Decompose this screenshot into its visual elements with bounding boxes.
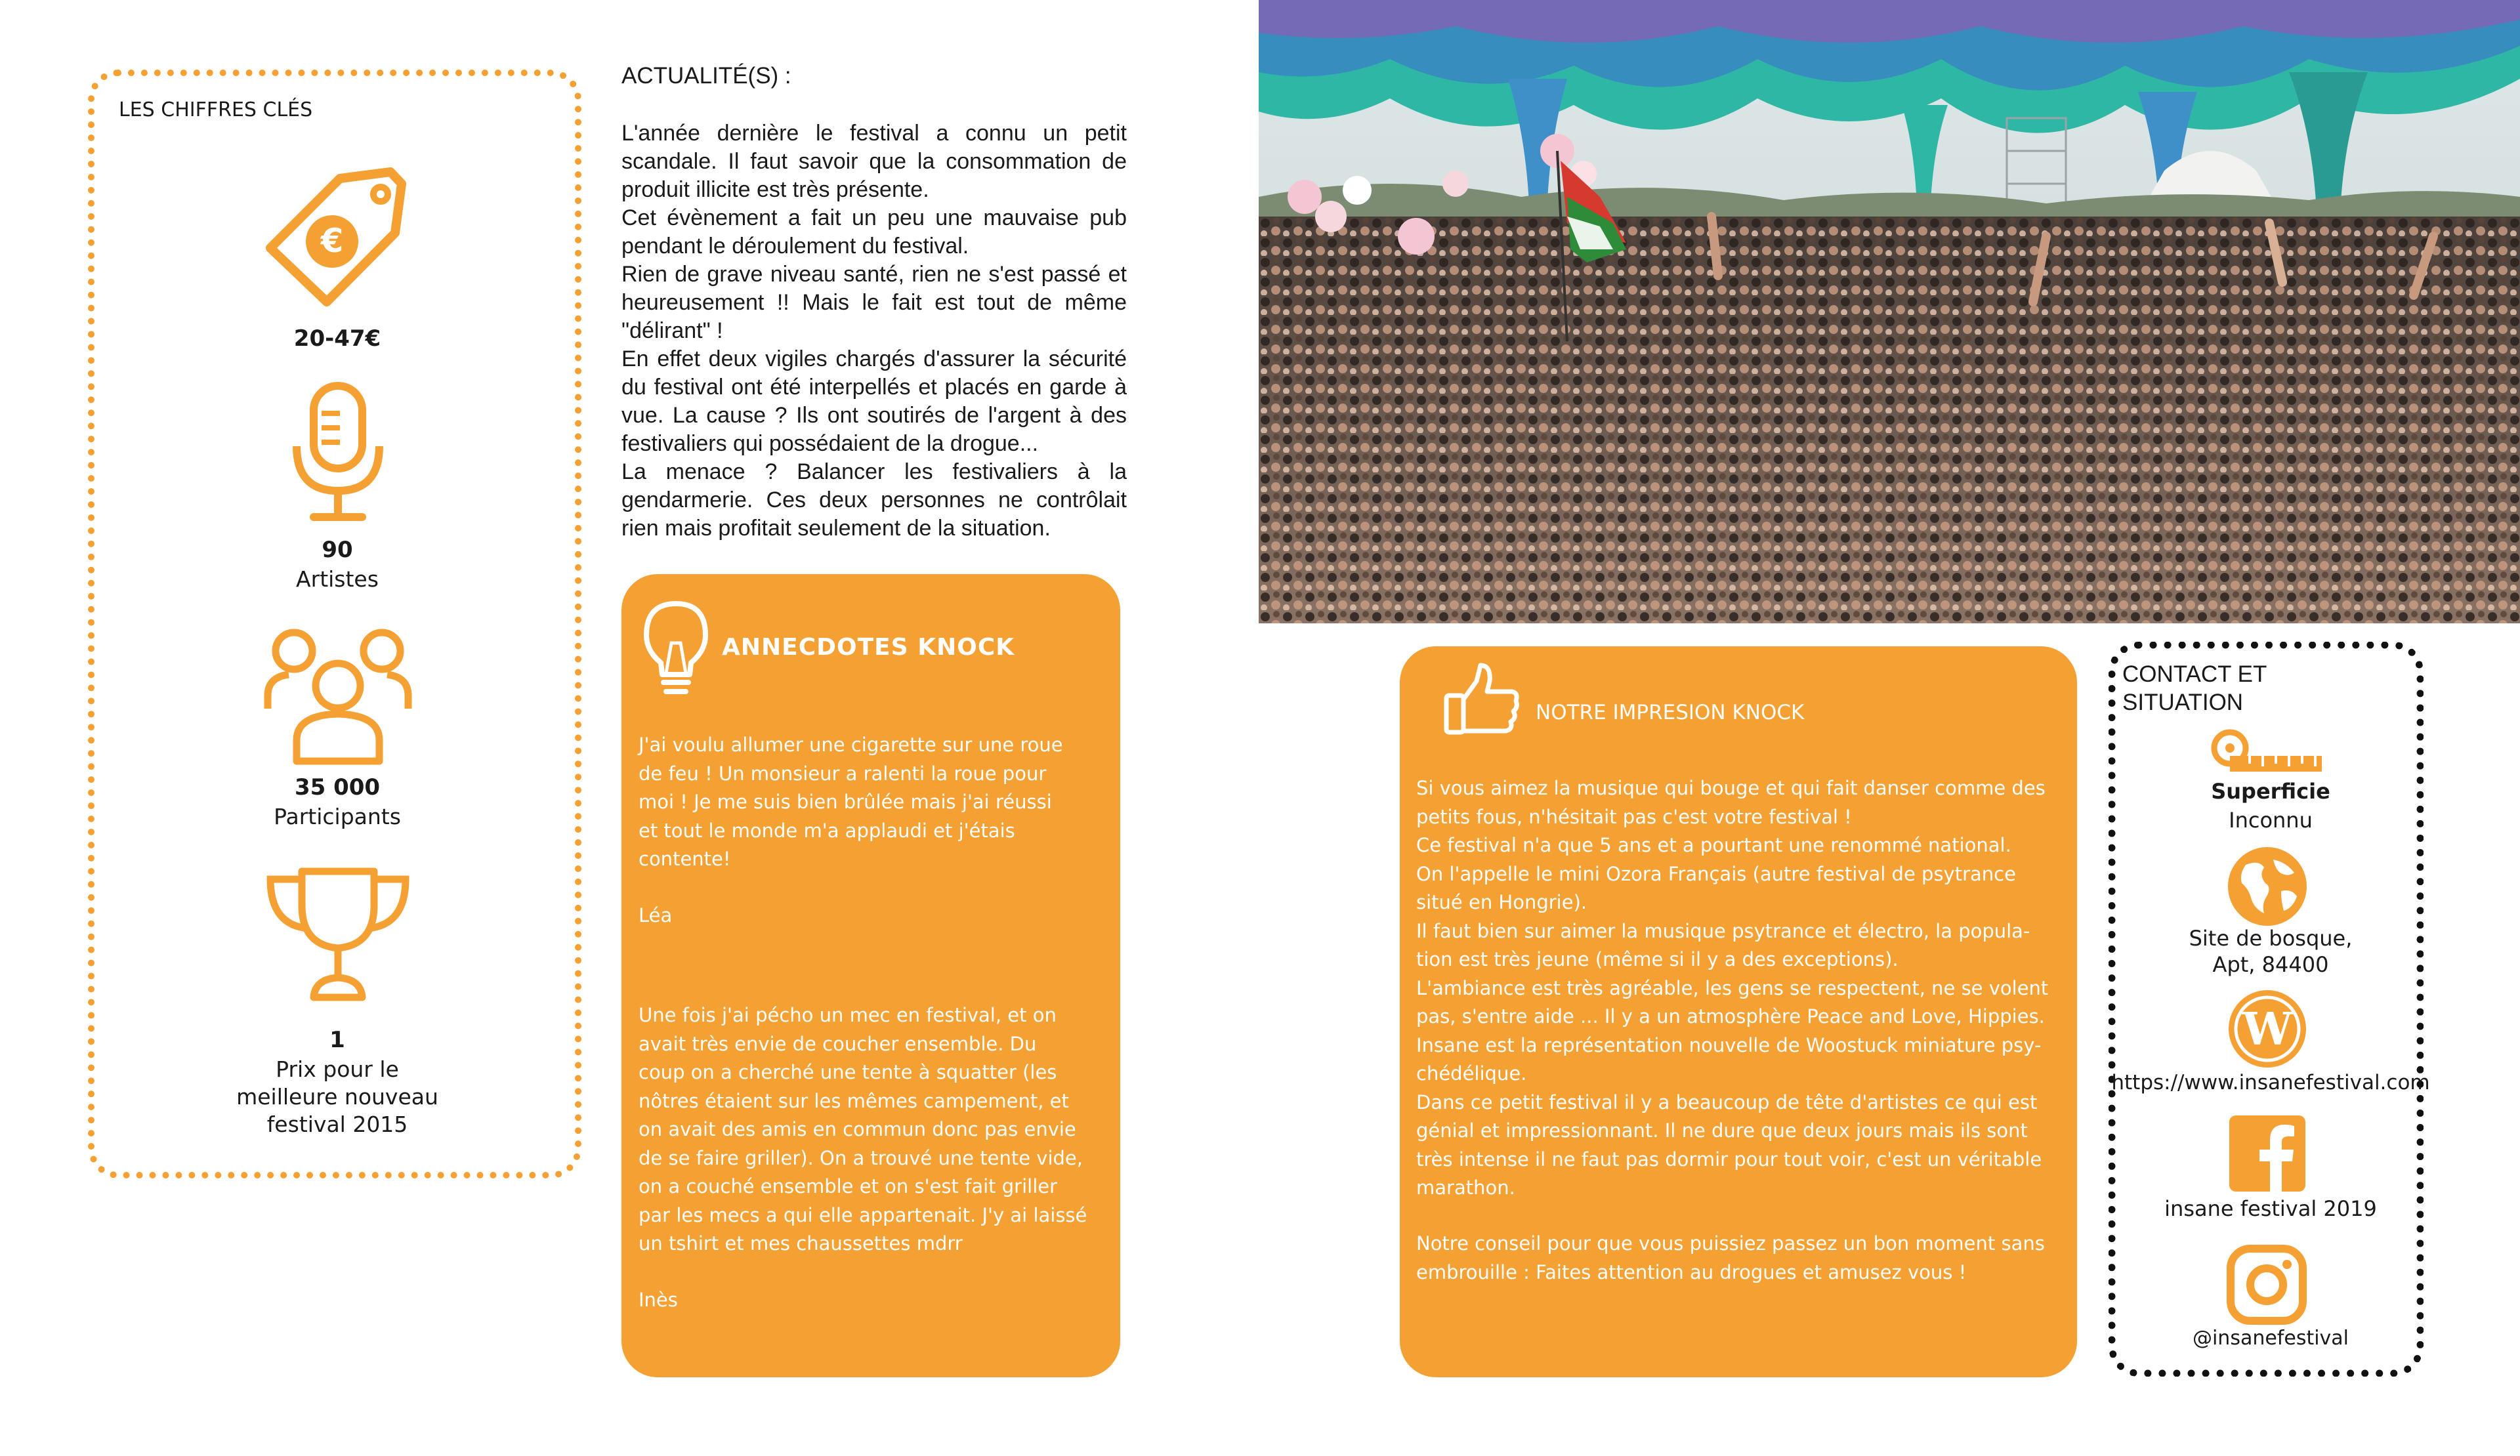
text-line: On l'appelle le mini Ozora Français (autre festival de psytrance [1416,862,2016,885]
contact-title-line: SITUATION [2122,690,2244,715]
globe-icon [2226,845,2309,928]
svg-text:W: W [2242,1003,2293,1056]
microphone-icon [289,381,387,525]
text-line: Dans ce petit festival il y a beaucoup de tête d'artistes ce qui est [1416,1091,2038,1113]
key-figures-title: LES CHIFFRES CLÉS [119,98,313,121]
text-line: Insane est la représentation nouvelle de Woostuck miniature psy- [1416,1033,2042,1056]
text-line: coup on a cherché une tente à squatter (les [639,1061,1057,1083]
anecdote-author-2: Inès [639,1289,678,1311]
area-value: Inconnu [2229,808,2313,833]
website-link[interactable]: https://www.insanefestival.com [2111,1071,2430,1094]
participants-value: 35 000 [294,774,381,801]
text-line: Une fois j'ai pécho un mec en festival, et on [639,1004,1057,1026]
text-line: par les mecs a qui elle appartenait. J'y ai laissé [639,1203,1087,1226]
text-line: situé en Hongrie). [1416,891,1587,913]
text-line: avait très envie de coucher ensemble. Du [639,1032,1037,1055]
text-line: un tshirt et mes chaussettes mdrr [639,1232,963,1255]
text-line: contente! [639,848,731,870]
text-line: moi ! Je me suis bien brûlée mais j'ai réussi [639,791,1052,813]
news-paragraph: Cet évènement a fait un peu une mauvaise pub pendant le déroulement du festival. [621,205,1127,259]
text-line: nôtres étaient sur les mêmes campement, et [639,1089,1069,1112]
contact-title-line: CONTACT ET [2122,661,2267,687]
contact-title [2122,660,2319,717]
instagram-handle[interactable]: @insanefestival [2192,1327,2349,1350]
news-paragraph: La menace ? Balancer les festivaliers à la gendarmerie. Ces deux personnes ne contrôlait rien mais profitait seulement de la situation. [621,459,1127,541]
text-line: chédélique. [1416,1062,1527,1085]
text-line: on a couché ensemble et on s'est fait griller [639,1175,1058,1197]
text-line: très intense il ne faut pas dormir pour tout voir, c'est un véritable [1416,1148,2042,1171]
facebook-handle[interactable]: insane festival 2019 [2164,1196,2377,1221]
text-line: petits fous, n'hésitait pas c'est votre festival ! [1416,805,1852,828]
instagram-icon [2227,1245,2307,1325]
text-line: on avait des amis en commun donc pas envie [639,1118,1076,1140]
participants-label: Participants [274,804,401,829]
text-line: de se faire griller). On a trouvé une tente vide, [639,1146,1083,1169]
anecdote-author-1: Léa [639,904,673,926]
text-line: et tout le monde m'a applaudi et j'étais [639,819,1015,842]
award-label-2: meilleure nouveau [236,1084,438,1110]
artists-value: 90 [322,537,353,563]
thumbs-up-icon [1442,661,1521,737]
text-line: Notre conseil pour que vous puissiez passez un bon moment sans [1416,1232,2045,1255]
award-value: 1 [329,1027,345,1053]
news-paragraph: L'année dernière le festival a connu un petit scandale. Il faut savoir que la consommation de produit illicite est très présente. [621,121,1127,202]
impression-title: NOTRE IMPRESION KNOCK [1536,701,1805,724]
svg-text:€: € [320,222,344,260]
impression-body [1416,774,2066,1203]
artists-label: Artistes [296,566,379,592]
award-label-1: Prix pour le [276,1056,399,1082]
text-line: Si vous aimez la musique qui bouge et qui fait danser comme des [1416,777,2046,799]
area-label: Superficie [2211,779,2330,804]
text-line: génial et impressionnant. Il ne dure que deux jours mais ils sont [1416,1119,2028,1142]
news-title: ACTUALITÉ(S) : [621,63,791,89]
lightbulb-icon [640,597,712,702]
text-line: de feu ! Un monsieur a ralenti la roue pour [639,762,1047,785]
anecdote-story-1 [639,731,1111,874]
festival-crowd-photo [1259,0,2520,623]
text-line: Ce festival n'a que 5 ans et a pourtant une renommé national. [1416,834,2011,856]
news-paragraph: Rien de grave niveau santé, rien ne s'est passé et heureusement !! Mais le fait est tout de même "délirant" ! [621,262,1127,343]
award-label-3: festival 2015 [266,1112,408,1137]
news-paragraph: En effet deux vigiles chargés d'assurer la sécurité du festival ont été interpellés et placés en garde à vue. La cause ? Ils ont soutirés de l'argent à des festivaliers qui possédaient de la drogue... [621,346,1127,456]
text-line: pas, s'entre aide ... Il y a un atmosphère Peace and Love, Hippies. [1416,1005,2045,1028]
price-tag-euro-icon [256,164,413,315]
text-line: marathon. [1416,1176,1515,1199]
anecdotes-title: ANNECDOTES KNOCK [722,634,1015,661]
wordpress-icon [2227,988,2308,1070]
people-icon [262,623,413,768]
anecdote-story-2 [639,1001,1111,1258]
impression-advice [1416,1230,2066,1287]
text-line: Il faut bien sur aimer la musique psytrance et électro, la popula- [1416,919,2030,942]
address-line: Site de bosque, [2189,926,2353,951]
trophy-icon [262,866,413,1004]
tape-measure-icon [2210,728,2326,774]
text-line: tion est très jeune (même si il y a des exceptions). [1416,948,1899,970]
news-body [621,119,1127,543]
text-line: L'ambiance est très agréable, les gens se respectent, ne se volent [1416,976,2049,999]
address [2107,925,2435,978]
text-line: embrouille : Faites attention au drogues et amusez vous ! [1416,1260,1967,1283]
facebook-icon [2229,1115,2305,1192]
address-line: Apt, 84400 [2212,952,2329,977]
price-value: 20-47€ [293,325,381,352]
text-line: J'ai voulu allumer une cigarette sur une roue [639,734,1063,756]
